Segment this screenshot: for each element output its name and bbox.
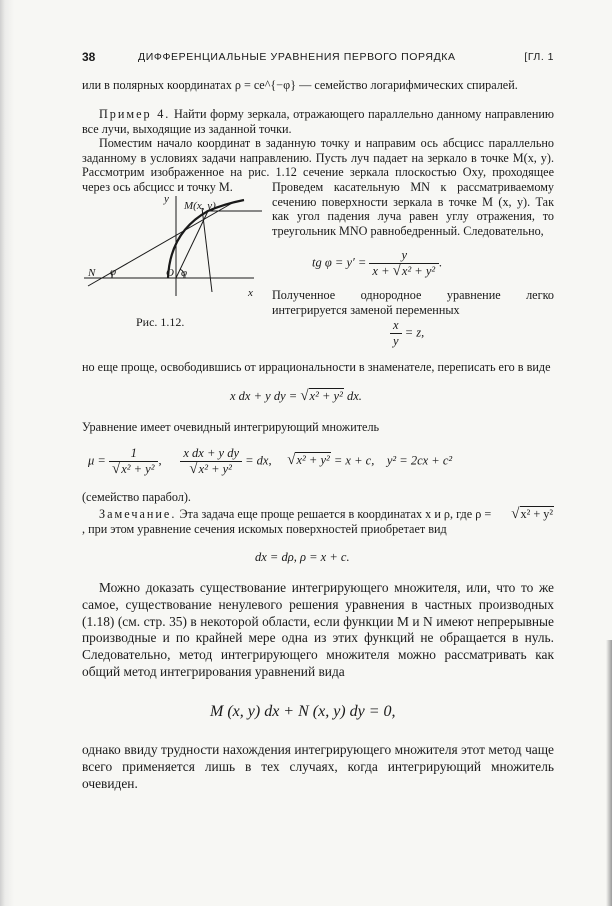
simpler-text: но еще проще, освободившись от иррациональности в знаменателе, переписать его в виде — [82, 360, 551, 374]
setup-text: Поместим начало координат в заданную точку и направим ось абсцисс параллельно заданному в условиях задачи направлению. Пусть луч падает на зеркало в точке M(x, y). Рассмотрим изображенное на рис. 1.12 сечение зеркала плоскостью Oxy, проходящее через ось абсцисс и точку M. — [82, 136, 554, 194]
label-N: N — [88, 267, 96, 279]
tangent-paragraph — [272, 180, 554, 238]
equation-substitution: $\frac{x}{y}$ = z, — [390, 318, 424, 349]
remark-paragraph: Замечание. Эта задача еще проще решается в координатах x и ρ, где ρ = √x² + y², при этом уравнение сечения искомых поверхностей приобретает вид — [82, 506, 553, 536]
factor-paragraph — [82, 420, 554, 435]
label-phi-O: φ — [181, 267, 188, 279]
equation-tg: tg φ = y′ = $\frac{y}{\text{x + √x² + y²}}$ . — [312, 248, 443, 279]
equation-remark: dx = dρ, ρ = x + c. — [255, 550, 350, 564]
figure-1-12 — [84, 192, 266, 310]
equation-mu: μ = $\frac{1}{\text{√x² + y²}}$ , $\frac{\text{x dx + y dy}}{\text{√x² + y²}}$ = dx, √x² + y² = x + c, y² = 2cx + c² — [88, 446, 453, 477]
homog-paragraph — [272, 288, 554, 317]
example-paragraph — [82, 107, 554, 136]
label-M: M(x, y) — [184, 200, 216, 212]
scan-edge-left — [0, 0, 14, 906]
figure-caption: Рис. 1.12. — [136, 315, 185, 329]
existence-text: Можно доказать существование интегрирующего множителя, или, что то же самое, существование ненулевого решения уравнения в частных производных (1.18) (см. стр. 35) в некоторой области, если функции M и N имеют непрерывные производные и по крайней мере одна из этих функций не обращается в нуль. Следовательно, метод интегрирующего множителя можно рассматривать как общий метод интегрирования уравнений вида — [82, 580, 554, 679]
final-paragraph — [82, 742, 554, 792]
existence-paragraph — [82, 580, 554, 681]
example-label: Пример 4. — [99, 107, 171, 121]
page-number: 38 — [82, 50, 96, 64]
running-title: ДИФФЕРЕНЦИАЛЬНЫЕ УРАВНЕНИЯ ПЕРВОГО ПОРЯДКА — [138, 51, 456, 63]
equation-rewrite: x dx + y dy = √x² + y² dx. — [230, 388, 362, 404]
normal-line — [202, 208, 212, 292]
factor-text: Уравнение имеет очевидный интегрирующий множитель — [82, 420, 380, 434]
label-y: y — [164, 193, 169, 205]
remark-label: Замечание. — [99, 507, 177, 521]
tangent-text: Проведем касательную MN к рассматриваемому сечению поверхности зеркала в точке M (x, y). Так как угол падения луча равен углу отражения, то треугольник MNO равнобедренный. Следовательно, — [272, 180, 554, 238]
final-text: однако ввиду трудности нахождения интегрирующего множителя этот метод чаще всего применяется лишь в тех случаях, когда интегрирующий множитель очевиден. — [82, 742, 554, 791]
scan-edge-right — [606, 640, 612, 906]
chapter-mark: [ГЛ. 1 — [524, 51, 554, 63]
remark-text-1: Эта задача еще проще решается в координатах x и ρ, — [179, 507, 454, 521]
intro-paragraph — [82, 78, 554, 93]
label-phi-N: φ — [110, 266, 117, 278]
parabolas-line — [82, 490, 554, 505]
parabolas-text: (семейство парабол). — [82, 490, 191, 504]
label-O: O — [166, 267, 174, 279]
simpler-paragraph — [82, 360, 554, 375]
remark-text-2: , при этом уравнение сечения искомых поверхностей приобретает вид — [82, 521, 447, 536]
label-x: x — [248, 287, 253, 299]
intro-text: или в полярных координатах ρ = ce^{−φ} — семейство логарифмических спиралей. — [82, 78, 518, 92]
example-text: Найти форму зеркала, отражающего параллельно данному направлению все лучи, выходящие из заданной точки. — [82, 107, 554, 136]
equation-general: M (x, y) dx + N (x, y) dy = 0, — [210, 703, 396, 720]
page-header — [82, 50, 554, 66]
homog-text: Полученное однородное уравнение легко интегрируется заменой переменных — [272, 288, 554, 317]
